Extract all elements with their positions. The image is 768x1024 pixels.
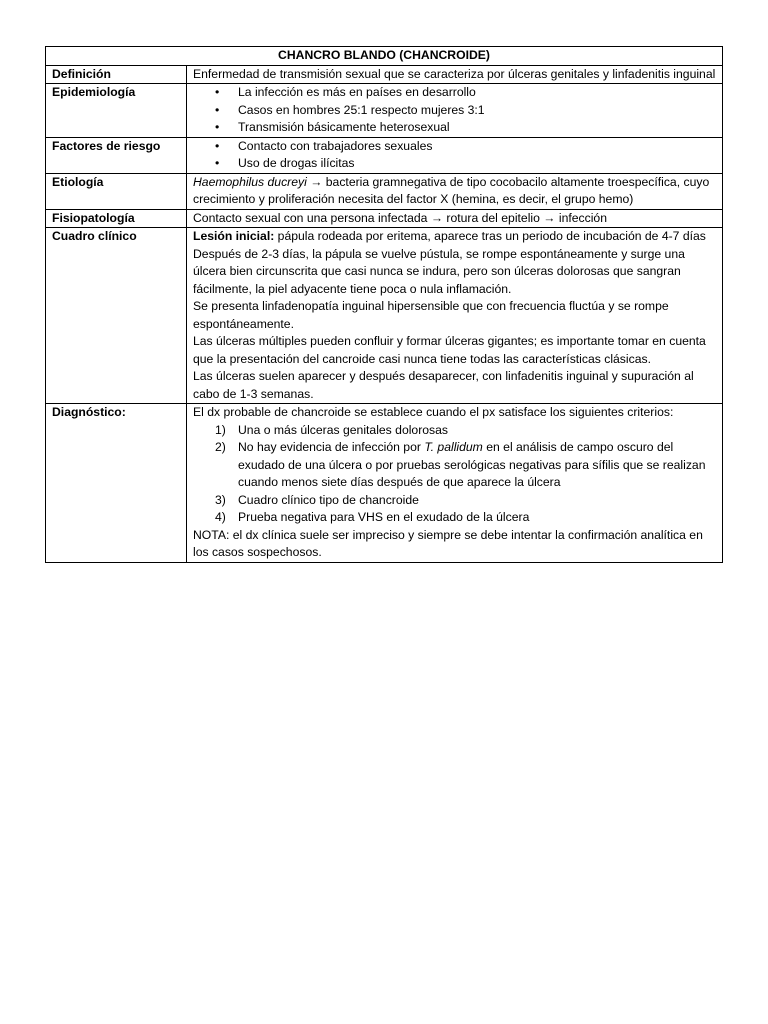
- criteria-list: [193, 422, 716, 527]
- organism-name: Haemophilus ducreyi: [193, 174, 307, 189]
- list-item: [215, 84, 716, 102]
- table-row-epidemiologia: [46, 84, 723, 138]
- fisio-step-3: infección: [558, 210, 607, 225]
- bullet-icon: •: [215, 85, 220, 99]
- criteria-text: Prueba negativa para VHS en el exudado de la úlcera: [238, 510, 530, 524]
- table-row-fisiopatologia: [46, 209, 723, 228]
- row-content-fisiopatologia: [187, 209, 723, 228]
- document-page: [45, 46, 722, 563]
- row-label-definicion: Definición: [46, 65, 187, 84]
- criteria-text: Una o más úlceras genitales dolorosas: [238, 422, 449, 437]
- cuadro-paragraph: Se presenta linfadenopatía inguinal hipersensible que con frecuencia fluctúa y se rompe espontáneamente.: [193, 299, 669, 331]
- criteria-item: [215, 439, 716, 492]
- list-item-text: La infección es más en países en desarrollo: [238, 85, 476, 99]
- row-content-cuadro: [187, 228, 723, 404]
- row-content-definicion: Enfermedad de transmisión sexual que se caracteriza por úlceras genitales y linfadenitis inguinal: [187, 65, 723, 84]
- row-content-etiologia: [187, 173, 723, 209]
- arrow-icon: →: [543, 210, 556, 225]
- bullet-icon: •: [215, 120, 220, 134]
- cuadro-lead: [193, 228, 716, 246]
- cuadro-paragraph: Las úlceras suelen aparecer y después desaparecer, con linfadenitis inguinal y supuración al cabo de 1-3 semanas.: [193, 369, 694, 401]
- table-title: CHANCRO BLANDO (CHANCROIDE): [46, 47, 723, 66]
- criteria-number: 4): [215, 510, 226, 524]
- factores-list: [193, 138, 716, 173]
- arrow-icon: →: [430, 210, 444, 225]
- lesion-inicial-label: Lesión inicial:: [193, 229, 275, 243]
- chancroid-table: [45, 46, 723, 563]
- row-label-factores: Factores de riesgo: [46, 137, 187, 173]
- criteria-text: Cuadro clínico tipo de chancroide: [238, 492, 419, 507]
- list-item: [215, 138, 716, 156]
- list-item: [215, 155, 716, 173]
- list-item: [215, 102, 716, 120]
- etiologia-text: bacteria gramnegativa de tipo cocobacilo altamente troespecífica, cuyo crecimiento y proliferación necesita del factor X (hemina, es decir, el grupo hemo): [193, 174, 710, 206]
- row-content-diagnostico: [187, 404, 723, 563]
- table-title-row: [46, 47, 723, 66]
- criteria-number: 2): [215, 440, 226, 454]
- cuadro-paragraph: Después de 2-3 días, la pápula se vuelve pústula, se rompe espontáneamente y surge una úlcera bien circunscrita que casi nunca se indura, pero son úlceras dolorosas que sangran fácilmente, la piel adyacente tiene poca o nula inflamación.: [193, 246, 685, 296]
- list-item-text: Uso de drogas ilícitas: [238, 156, 355, 170]
- table-row-cuadro: [46, 228, 723, 404]
- diagnostico-note: NOTA: el dx clínica suele ser impreciso y siempre se debe intentar la confirmación analítica en los casos sospechosos.: [193, 527, 703, 559]
- bullet-icon: •: [215, 156, 220, 170]
- criteria-item: [215, 509, 716, 527]
- lesion-inicial-text: pápula rodeada por eritema, aparece tras un periodo de incubación de 4-7 días: [277, 229, 706, 243]
- arrow-icon: →: [310, 174, 323, 189]
- criteria-text-pre: No hay evidencia de infección por: [238, 440, 421, 454]
- row-label-fisiopatologia: Fisiopatología: [46, 209, 187, 228]
- table-row-diagnostico: [46, 404, 723, 563]
- table-row-factores: [46, 137, 723, 173]
- row-label-epidemiologia: Epidemiología: [46, 84, 187, 138]
- row-label-cuadro: Cuadro clínico: [46, 228, 187, 404]
- criteria-organism: T. pallidum: [424, 440, 483, 454]
- bullet-icon: •: [215, 138, 220, 153]
- diagnostico-intro: El dx probable de chancroide se establece cuando el px satisface los siguientes criterios:: [193, 405, 674, 419]
- row-label-etiologia: Etiología: [46, 173, 187, 209]
- list-item-text: Transmisión básicamente heterosexual: [238, 120, 450, 134]
- table-row-etiologia: [46, 173, 723, 209]
- criteria-item: [215, 492, 716, 510]
- criteria-number: 1): [215, 422, 226, 437]
- row-label-diagnostico: Diagnóstico:: [46, 404, 187, 563]
- fisio-step-2: rotura del epitelio: [446, 210, 540, 225]
- criteria-item: [215, 422, 716, 440]
- criteria-text-post: en el análisis de campo oscuro del exudado de una úlcera o por pruebas serológicas negativas para sífilis que se realizan cuando menos siete días después de que aparece la úlcera: [238, 440, 706, 489]
- cuadro-paragraph: Las úlceras múltiples pueden confluir y formar úlceras gigantes; es importante tomar en cuenta que la presentación del cancroide casi nunca tiene todas las características clásicas.: [193, 334, 706, 366]
- criteria-number: 3): [215, 492, 226, 507]
- epidemiologia-list: [193, 84, 716, 137]
- row-content-factores: [187, 137, 723, 173]
- list-item: [215, 119, 716, 137]
- bullet-icon: •: [215, 102, 220, 117]
- list-item-text: Casos en hombres 25:1 respecto mujeres 3:1: [238, 102, 485, 117]
- row-content-epidemiologia: [187, 84, 723, 138]
- list-item-text: Contacto con trabajadores sexuales: [238, 138, 433, 153]
- table-row-definicion: [46, 65, 723, 84]
- fisio-step-1: Contacto sexual con una persona infectada: [193, 210, 428, 225]
